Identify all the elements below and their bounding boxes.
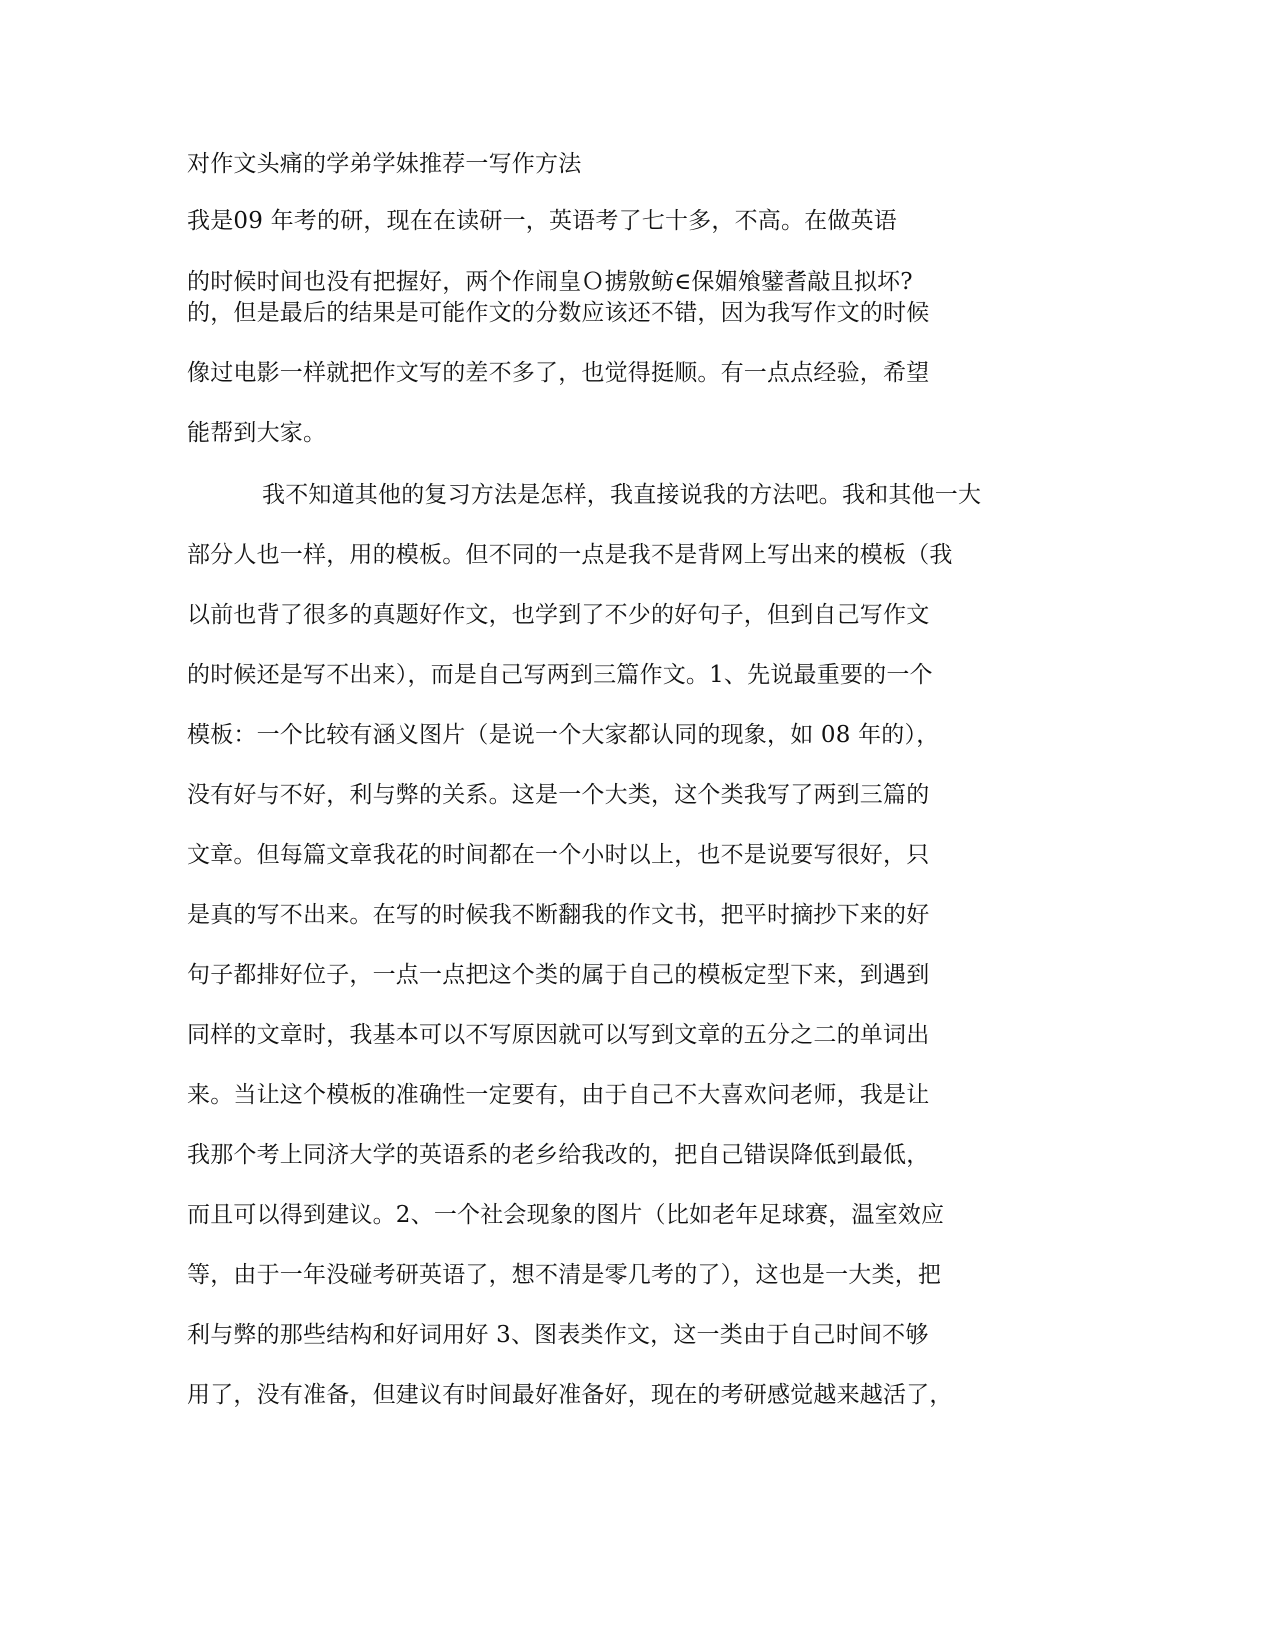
- paragraph-line: 的时候时间也没有把握好，两个作闹皇Ｏ掳敫鲂∈保媚飧鐾耆敲且拟坏?: [187, 269, 913, 295]
- paragraph-line: 像过电影一样就把作文写的差不多了，也觉得挺顺。有一点点经验，希望: [187, 360, 930, 386]
- paragraph-line: 而且可以得到建议。2、一个社会现象的图片（比如老年足球赛，温室效应: [187, 1202, 945, 1228]
- paragraph-line: 等，由于一年没碰考研英语了，想不清是零几考的了），这也是一大类，把: [187, 1262, 942, 1288]
- paragraph-line: 我是09 年考的研，现在在读研一，英语考了七十多，不高。在做英语: [187, 208, 897, 234]
- paragraph-line: 没有好与不好，利与弊的关系。这是一个大类，这个类我写了两到三篇的: [187, 782, 930, 808]
- paragraph-line: 是真的写不出来。在写的时候我不断翻我的作文书，把平时摘抄下来的好: [187, 902, 930, 928]
- paragraph-line: 文章。但每篇文章我花的时间都在一个小时以上，也不是说要写很好，只: [187, 842, 930, 868]
- document-title: 对作文头痛的学弟学妹推荐一写作方法: [187, 151, 582, 177]
- paragraph-line: 的，但是最后的结果是可能作文的分数应该还不错，因为我写作文的时候: [187, 300, 930, 326]
- paragraph-line: 利与弊的那些结构和好词用好 3、图表类作文，这一类由于自己时间不够: [187, 1322, 929, 1348]
- paragraph-line: 句子都排好位子，一点一点把这个类的属于自己的模板定型下来，到遇到: [187, 962, 930, 988]
- paragraph-line: 同样的文章时，我基本可以不写原因就可以写到文章的五分之二的单词出: [187, 1022, 930, 1048]
- paragraph-line: 的时候还是写不出来），而是自己写两到三篇作文。1、先说最重要的一个: [187, 662, 933, 688]
- paragraph-line: 我不知道其他的复习方法是怎样，我直接说我的方法吧。我和其他一大: [262, 482, 982, 508]
- paragraph-line: 以前也背了很多的真题好作文，也学到了不少的好句子，但到自己写作文: [187, 602, 930, 628]
- paragraph-line: 用了，没有准备，但建议有时间最好准备好，现在的考研感觉越来越活了，: [187, 1382, 953, 1408]
- paragraph-line: 能帮到大家。: [187, 420, 327, 446]
- paragraph-line: 我那个考上同济大学的英语系的老乡给我改的，把自己错误降低到最低，: [187, 1142, 930, 1168]
- paragraph-line: 来。当让这个模板的准确性一定要有，由于自己不大喜欢问老师，我是让: [187, 1082, 930, 1108]
- paragraph-line: 部分人也一样，用的模板。但不同的一点是我不是背网上写出来的模板（我: [187, 542, 953, 568]
- paragraph-line: 模板：一个比较有涵义图片（是说一个大家都认同的现象，如 08 年的），: [187, 722, 940, 748]
